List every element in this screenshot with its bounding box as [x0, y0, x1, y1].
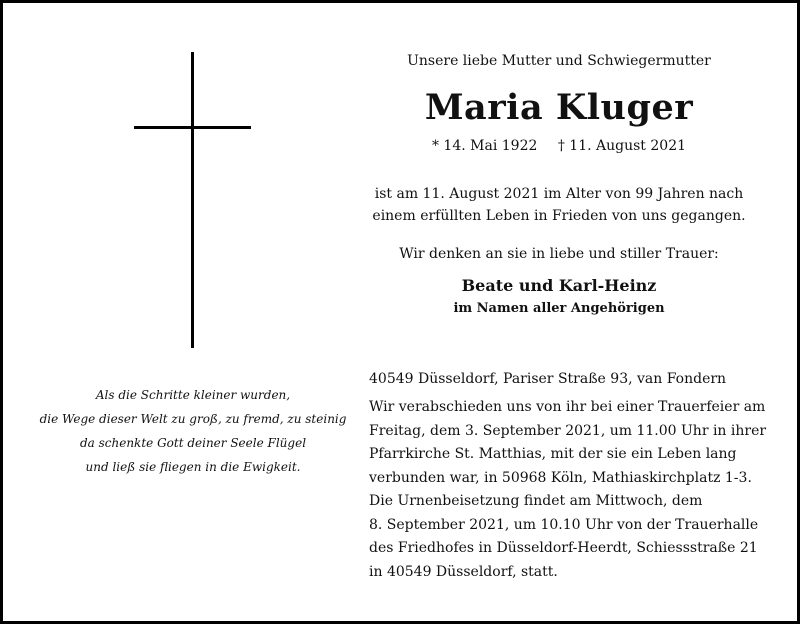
family-names: Beate und Karl-Heinz: [461, 276, 657, 295]
passing-line: ist am 11. August 2021 im Alter von 99 Jahren nach: [374, 186, 744, 202]
address-line: 40549 Düsseldorf, Pariser Straße 93, van Fondern: [369, 371, 727, 387]
poem-line: Als die Schritte kleiner wurden,: [95, 388, 291, 402]
intro-text: Unsere liebe Mutter und Schwiegermutter: [407, 53, 711, 69]
relatives-text: im Namen aller Angehörigen: [453, 301, 665, 316]
service-line: Freitag, dem 3. September 2021, um 11.00 Uhr in ihrer: [369, 422, 767, 439]
urn-line: in 40549 Düsseldorf, statt.: [369, 563, 558, 580]
poem-line: und ließ sie fliegen in die Ewigkeit.: [85, 460, 301, 474]
death-date: † 11. August 2021: [557, 138, 687, 154]
service-line: Wir verabschieden uns von ihr bei einer Trauerfeier am: [369, 399, 766, 415]
poem-line: die Wege dieser Welt zu groß, zu fremd, zu steinig: [39, 412, 347, 426]
service-paragraph: [369, 396, 779, 490]
cross-icon-horizontal: [134, 126, 251, 129]
life-dates: [359, 138, 759, 154]
cross-icon-vertical: [191, 52, 194, 348]
poem-line: da schenkte Gott deiner Seele Flügel: [79, 436, 307, 450]
birth-date: * 14. Mai 1922: [431, 138, 538, 154]
poem: [25, 383, 361, 479]
urn-burial-paragraph: [369, 490, 779, 584]
urn-line: Die Urnenbeisetzung findet am Mittwoch, dem: [369, 493, 703, 509]
passing-text: [359, 183, 759, 227]
mourning-text: Wir denken an sie in liebe und stiller Trauer:: [399, 246, 719, 262]
service-line: Pfarrkirche St. Matthias, mit der sie ein Leben lang: [369, 446, 737, 462]
passing-line: einem erfüllten Leben in Frieden von uns gegangen.: [372, 208, 746, 224]
urn-line: des Friedhofes in Düsseldorf-Heerdt, Schiessstraße 21: [369, 540, 758, 556]
deceased-name: Maria Kluger: [424, 87, 694, 128]
service-line: verbunden war, in 50968 Köln, Mathiaskirchplatz 1-3.: [369, 469, 752, 486]
urn-line: 8. September 2021, um 10.10 Uhr von der Trauerhalle: [369, 516, 759, 533]
